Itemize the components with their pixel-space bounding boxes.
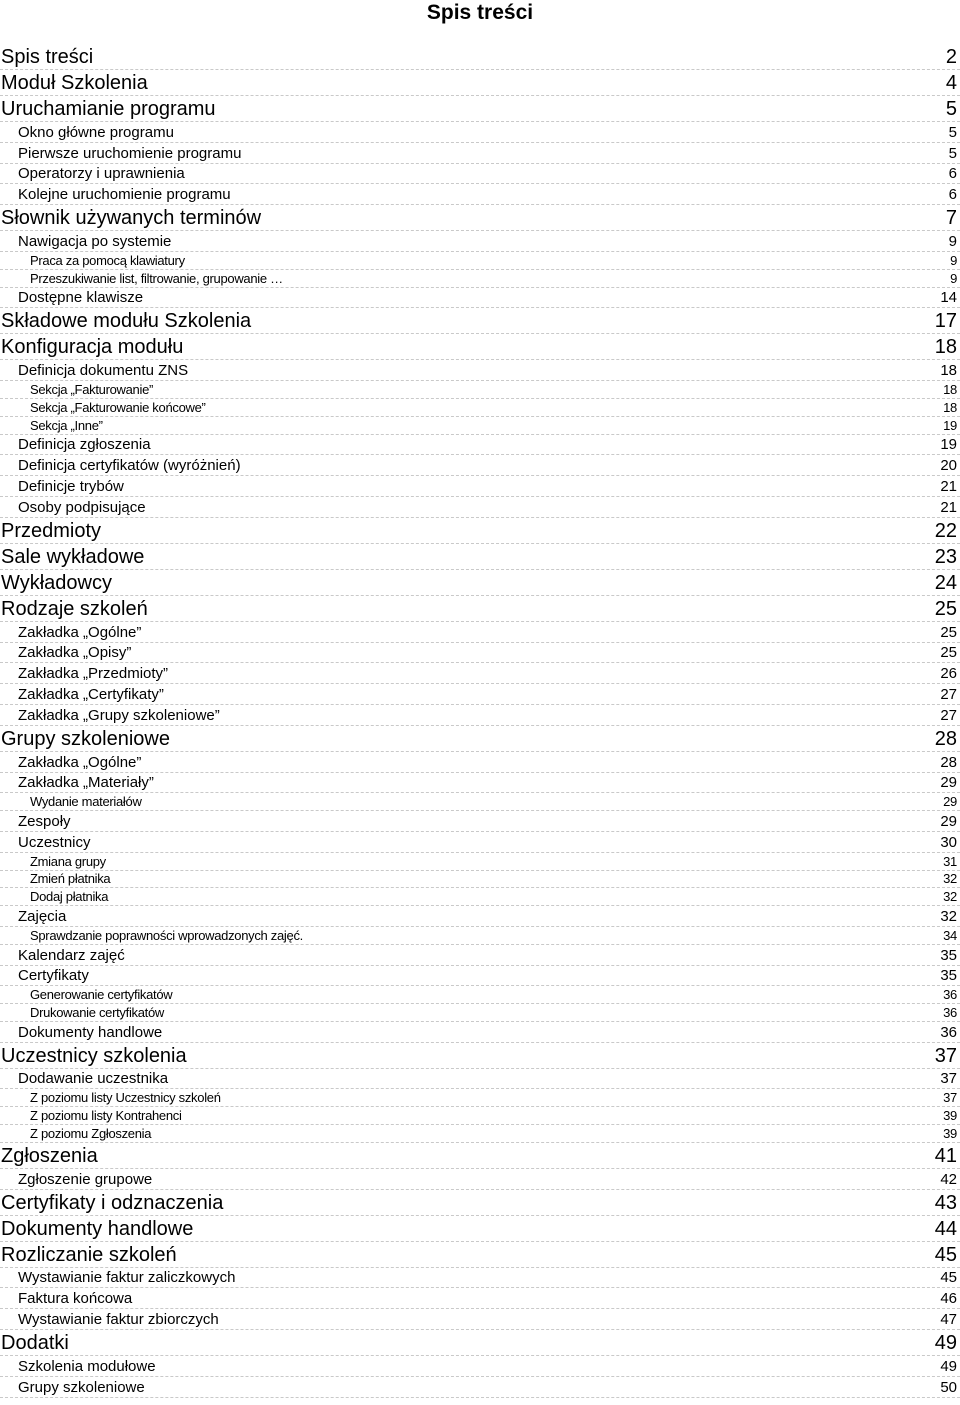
toc-entry[interactable]: [0, 1216, 960, 1242]
toc-entry-label: Sprawdzanie poprawności wprowadzonych zajęć.: [30, 927, 303, 943]
toc-entry-page: 42: [940, 1170, 957, 1188]
toc-entry-page: 25: [940, 623, 957, 641]
toc-entry[interactable]: [0, 497, 960, 518]
toc-entry-page: 21: [940, 498, 957, 516]
toc-entry[interactable]: [0, 143, 960, 164]
toc-entry[interactable]: [0, 1309, 960, 1330]
toc-entry-label: Rodzaje szkoleń: [1, 597, 148, 620]
toc-entry[interactable]: [0, 544, 960, 570]
toc-entry-page: 39: [943, 1108, 957, 1124]
toc-entry-page: 35: [940, 946, 957, 964]
toc-entry-page: 23: [934, 545, 957, 568]
toc-entry-page: 45: [934, 1243, 957, 1266]
toc-entry[interactable]: [0, 1004, 960, 1022]
toc-entry[interactable]: [0, 252, 960, 270]
toc-entry-label: Zakładka „Opisy”: [18, 644, 132, 662]
toc-entry-page: 18: [943, 381, 957, 397]
toc-entry[interactable]: [0, 945, 960, 966]
toc-entry-page: 37: [943, 1090, 957, 1106]
toc-entry[interactable]: [0, 476, 960, 497]
toc-entry-label: Zakładka „Ogólne”: [18, 623, 142, 641]
toc-entry[interactable]: [0, 596, 960, 622]
toc-entry[interactable]: [0, 793, 960, 811]
toc-entry[interactable]: [0, 455, 960, 476]
toc-entry-page: 19: [940, 436, 957, 454]
toc-entry-label: Kolejne uruchomienie programu: [18, 186, 231, 204]
toc-entry-label: Grupy szkoleniowe: [18, 1378, 145, 1396]
toc-entry-label: Definicja certyfikatów (wyróżnień): [18, 457, 241, 475]
toc-entry-label: Sekcja „Fakturowanie”: [30, 381, 154, 397]
page-title: Spis treści: [426, 1, 534, 24]
toc-entry-page: 17: [934, 310, 957, 333]
toc-entry[interactable]: [0, 1022, 960, 1043]
toc-entry-page: 45: [940, 1269, 957, 1287]
toc-entry[interactable]: [0, 399, 960, 417]
toc-entry-label: Uczestnicy szkolenia: [1, 1044, 187, 1067]
toc-entry-page: 6: [948, 186, 957, 204]
toc-entry-page: 39: [943, 1125, 957, 1141]
toc-entry-page: 9: [948, 232, 957, 250]
toc-entry[interactable]: [0, 205, 960, 231]
toc-entry[interactable]: [0, 853, 960, 871]
toc-entry[interactable]: [0, 381, 960, 399]
toc-entry-label: Uczestnicy: [18, 833, 91, 851]
toc-entry[interactable]: [0, 1107, 960, 1125]
toc-entry-page: 31: [943, 853, 957, 869]
toc-entry-page: 37: [934, 1044, 957, 1067]
toc-entry-label: Definicja dokumentu ZNS: [18, 362, 189, 380]
toc-entry[interactable]: [0, 435, 960, 456]
toc-entry-label: Z poziomu Zgłoszenia: [30, 1125, 152, 1141]
toc-entry[interactable]: [0, 1377, 960, 1398]
toc-entry-page: 30: [940, 833, 957, 851]
toc-entry[interactable]: [0, 966, 960, 987]
toc-entry-page: 44: [934, 1217, 957, 1240]
toc-entry-page: 18: [934, 336, 957, 359]
toc-entry-label: Kalendarz zajęć: [18, 946, 125, 964]
toc-entry-label: Wystawianie faktur zbiorczych: [18, 1311, 219, 1329]
toc-entry-label: Zmień płatnika: [30, 871, 111, 887]
toc-entry-page: 25: [940, 644, 957, 662]
toc-entry-page: 27: [940, 706, 957, 724]
toc-entry-page: 7: [945, 207, 957, 230]
toc-entry[interactable]: [0, 417, 960, 435]
toc-entry-label: Generowanie certyfikatów: [30, 987, 173, 1003]
toc-entry[interactable]: [0, 96, 960, 122]
toc-entry-label: Certyfikaty i odznaczenia: [1, 1191, 224, 1214]
toc-entry-page: 18: [943, 399, 957, 415]
toc-entry-label: Dostępne klawisze: [18, 289, 144, 307]
toc-entry[interactable]: [0, 906, 960, 927]
toc-entry[interactable]: [0, 184, 960, 205]
toc-entry-page: 18: [940, 362, 957, 380]
toc-entry-page: 26: [940, 665, 957, 683]
toc-entry-page: 25: [934, 597, 957, 620]
toc-entry-page: 34: [943, 927, 957, 943]
toc-entry-label: Moduł Szkolenia: [1, 72, 148, 94]
toc-entry-page: 5: [948, 123, 957, 141]
toc-entry[interactable]: [0, 334, 960, 360]
toc-entry[interactable]: [0, 811, 960, 832]
toc-entry-page: 37: [940, 1070, 957, 1088]
toc-entry[interactable]: [0, 684, 960, 705]
toc-entry[interactable]: [0, 726, 960, 752]
toc-entry-page: 36: [943, 1004, 957, 1020]
toc-entry[interactable]: [0, 270, 960, 288]
toc-entry-page: 28: [940, 753, 957, 771]
toc-entry[interactable]: [0, 1330, 960, 1356]
toc-entry-label: Zakładka „Materiały”: [18, 774, 154, 792]
toc-entry-label: Konfiguracja modułu: [1, 336, 184, 359]
toc-entry-page: 5: [948, 144, 957, 162]
toc-entry-page: 32: [943, 871, 957, 887]
toc-entry-label: Z poziomu listy Kontrahenci: [30, 1108, 182, 1124]
toc-entry-label: Zgłoszenie grupowe: [18, 1170, 153, 1188]
toc-entry-page: 2: [945, 46, 957, 68]
toc-entry[interactable]: [0, 122, 960, 143]
toc-entry-label: Rozliczanie szkoleń: [1, 1243, 177, 1266]
table-of-contents: [0, 44, 960, 1398]
toc-entry[interactable]: [0, 570, 960, 596]
toc-entry-label: Zgłoszenia: [1, 1144, 98, 1167]
toc-entry-label: Dokumenty handlowe: [1, 1217, 194, 1240]
toc-entry-label: Praca za pomocą klawiatury: [30, 252, 185, 268]
toc-entry-label: Zakładka „Przedmioty”: [18, 665, 169, 683]
toc-entry[interactable]: [0, 1143, 960, 1169]
toc-entry[interactable]: [0, 1043, 960, 1069]
toc-entry-page: 24: [934, 571, 957, 594]
toc-entry-page: 6: [948, 165, 957, 183]
toc-entry[interactable]: [0, 1089, 960, 1107]
toc-entry-page: 47: [940, 1311, 957, 1329]
toc-entry-label: Sekcja „Inne”: [30, 417, 103, 433]
toc-entry-label: Dodaj płatnika: [30, 889, 109, 905]
toc-entry[interactable]: [0, 1268, 960, 1289]
toc-entry-page: 9: [950, 252, 957, 268]
toc-entry-page: 50: [940, 1378, 957, 1396]
toc-entry[interactable]: [0, 643, 960, 664]
toc-entry-label: Zajęcia: [18, 907, 67, 925]
toc-entry-page: 46: [940, 1290, 957, 1308]
toc-entry-page: 29: [940, 774, 957, 792]
toc-entry-label: Osoby podpisujące: [18, 498, 146, 516]
toc-entry-label: Dodawanie uczestnika: [18, 1070, 169, 1088]
toc-entry-label: Okno główne programu: [18, 123, 174, 141]
toc-entry-page: 20: [940, 457, 957, 475]
toc-entry[interactable]: [0, 1288, 960, 1309]
toc-entry-label: Zmiana grupy: [30, 853, 106, 869]
toc-entry-label: Zakładka „Grupy szkoleniowe”: [18, 706, 220, 724]
toc-entry-label: Nawigacja po systemie: [18, 232, 172, 250]
toc-entry[interactable]: [0, 752, 960, 773]
toc-entry-label: Zakładka „Certyfikaty”: [18, 685, 164, 703]
toc-entry[interactable]: [0, 70, 960, 96]
toc-entry[interactable]: [0, 1242, 960, 1268]
toc-entry[interactable]: [0, 288, 960, 309]
toc-entry-label: Spis treści: [1, 46, 94, 68]
toc-entry-label: Faktura końcowa: [18, 1290, 133, 1308]
toc-entry[interactable]: [0, 1356, 960, 1377]
toc-entry-label: Grupy szkoleniowe: [1, 727, 170, 750]
toc-entry[interactable]: [0, 622, 960, 643]
toc-entry-label: Zakładka „Ogólne”: [18, 753, 142, 771]
toc-entry[interactable]: [0, 986, 960, 1004]
toc-entry-label: Pierwsze uruchomienie programu: [18, 144, 242, 162]
toc-entry-page: 22: [934, 519, 957, 542]
toc-entry[interactable]: [0, 1190, 960, 1216]
toc-entry-page: 36: [940, 1023, 957, 1041]
toc-entry[interactable]: [0, 927, 960, 945]
toc-entry[interactable]: [0, 1125, 960, 1143]
toc-entry-label: Definicja zgłoszenia: [18, 436, 151, 454]
toc-entry-label: Wystawianie faktur zaliczkowych: [18, 1269, 236, 1287]
toc-entry-page: 29: [943, 794, 957, 810]
toc-entry-page: 21: [940, 477, 957, 495]
toc-entry-label: Przeszukiwanie list, filtrowanie, grupowanie …: [30, 270, 283, 286]
toc-entry-label: Sekcja „Fakturowanie końcowe”: [30, 399, 206, 415]
toc-entry-page: 27: [940, 685, 957, 703]
toc-entry[interactable]: [0, 164, 960, 185]
toc-entry-page: 43: [934, 1191, 957, 1214]
toc-entry[interactable]: [0, 705, 960, 726]
toc-entry-page: 29: [940, 812, 957, 830]
toc-entry[interactable]: [0, 518, 960, 544]
toc-entry-label: Dokumenty handlowe: [18, 1023, 163, 1041]
toc-entry-label: Wydanie materiałów: [30, 794, 142, 810]
toc-entry[interactable]: [0, 888, 960, 906]
toc-entry[interactable]: [0, 308, 960, 334]
toc-entry-page: 32: [940, 907, 957, 925]
toc-entry-label: Słownik używanych terminów: [1, 207, 262, 230]
toc-entry-page: 19: [943, 417, 957, 433]
toc-entry-label: Dodatki: [1, 1332, 69, 1355]
toc-entry-label: Przedmioty: [1, 519, 102, 542]
toc-entry-page: 9: [950, 270, 957, 286]
toc-entry-label: Wykładowcy: [1, 571, 112, 594]
toc-entry-label: Definicje trybów: [18, 477, 124, 495]
toc-entry-page: 32: [943, 889, 957, 905]
toc-entry[interactable]: [0, 832, 960, 853]
toc-entry-label: Operatorzy i uprawnienia: [18, 165, 185, 183]
toc-entry[interactable]: [0, 663, 960, 684]
toc-entry-label: Drukowanie certyfikatów: [30, 1004, 164, 1020]
toc-entry[interactable]: [0, 1069, 960, 1090]
toc-entry[interactable]: [0, 360, 960, 381]
toc-entry-label: Zespoły: [18, 812, 71, 830]
toc-entry-page: 4: [945, 72, 957, 94]
toc-entry[interactable]: [0, 1169, 960, 1190]
toc-entry[interactable]: [0, 231, 960, 252]
toc-entry-page: 5: [945, 98, 957, 120]
toc-entry-label: Z poziomu listy Uczestnicy szkoleń: [30, 1090, 221, 1106]
toc-entry-page: 36: [943, 987, 957, 1003]
toc-entry-page: 35: [940, 967, 957, 985]
toc-entry-page: 14: [940, 289, 957, 307]
toc-entry-label: Uruchamianie programu: [1, 98, 216, 120]
toc-entry-label: Sale wykładowe: [1, 545, 145, 568]
toc-entry[interactable]: [0, 44, 960, 70]
toc-entry[interactable]: [0, 773, 960, 794]
toc-entry-page: 49: [940, 1357, 957, 1375]
toc-entry-label: Certyfikaty: [18, 967, 89, 985]
toc-entry-page: 49: [934, 1332, 957, 1355]
toc-entry-label: Składowe modułu Szkolenia: [1, 310, 252, 333]
toc-entry-page: 41: [934, 1144, 957, 1167]
toc-entry-label: Szkolenia modułowe: [18, 1357, 156, 1375]
toc-entry[interactable]: [0, 871, 960, 889]
toc-entry-page: 28: [934, 727, 957, 750]
